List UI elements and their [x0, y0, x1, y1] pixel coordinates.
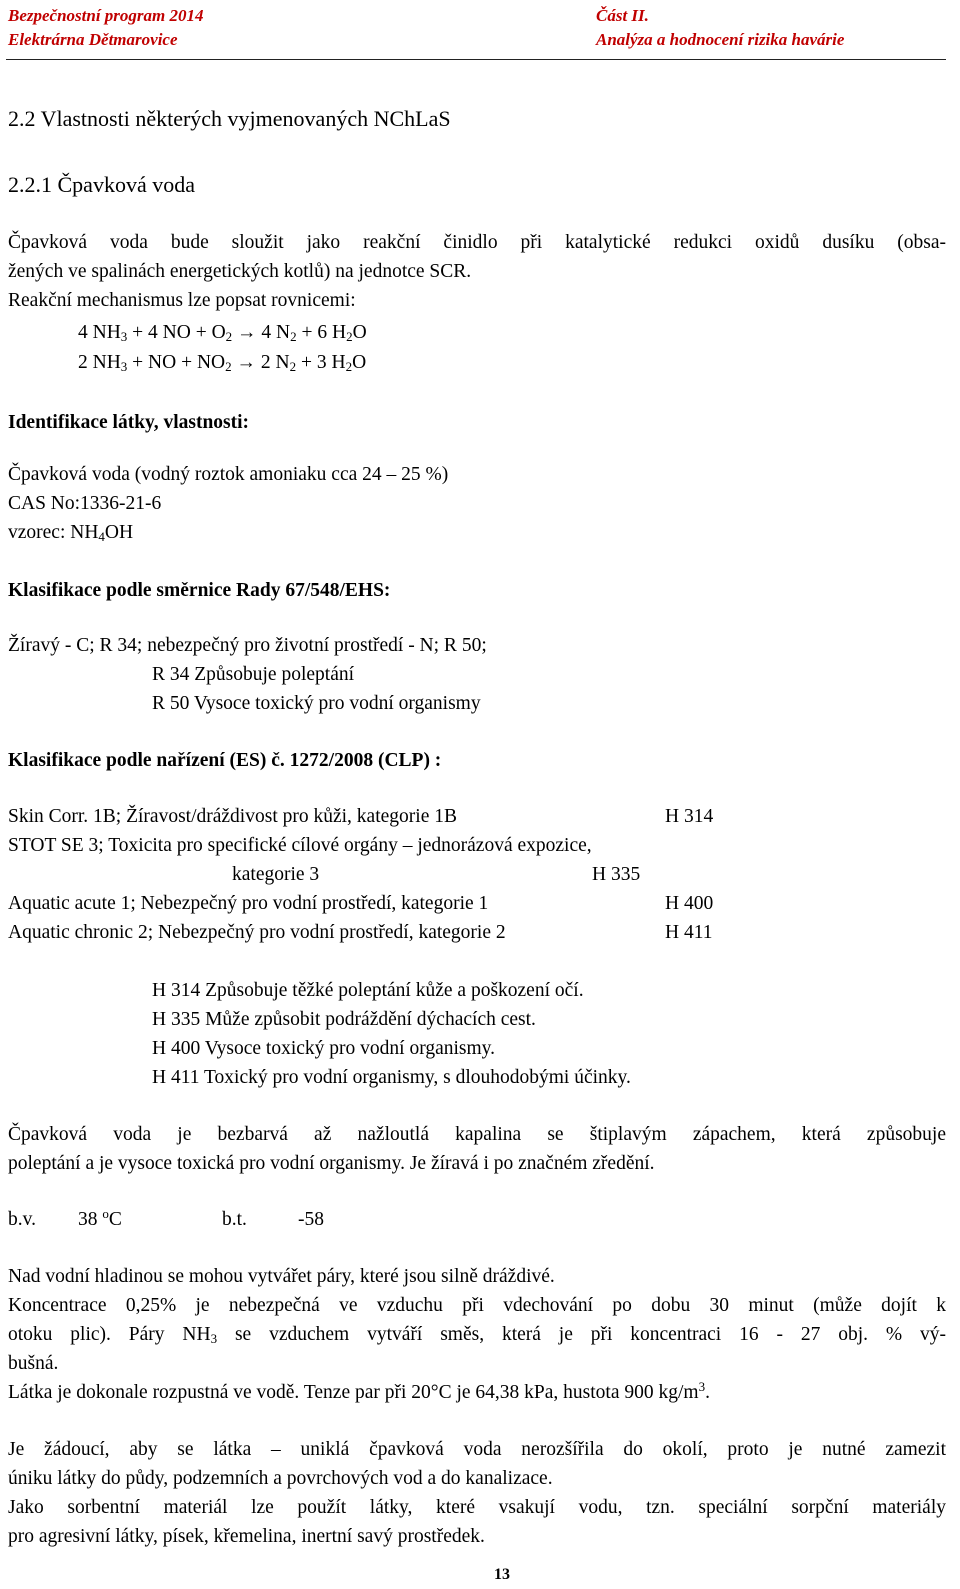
- clp-row-text: STOT SE 3; Toxicita pro specifické cílové orgány – jednorázová expozice,: [8, 835, 592, 856]
- cas-number: CAS No:1336-21-6: [8, 493, 162, 514]
- r34-phrase: R 34 Způsobuje poleptání: [152, 664, 355, 685]
- equation-1: 4 $NH_3 + 4$ NO + $O_2 \to 4$ $N_2 + 6$ $H_2O$: [78, 322, 367, 344]
- h-statement: H 411 Toxický pro vodní organismy, s dlouhodobými účinky.: [152, 1067, 631, 1088]
- header-right: [596, 4, 844, 52]
- containment-line-1: Je žádoucí, aby se látka – uniklá čpavková voda nerozšířila do okolí, proto je nutné zamezit: [8, 1439, 946, 1460]
- h-statement: H 314 Způsobuje těžké poleptání kůže a poškození očí.: [152, 980, 584, 1001]
- melting-point-label: b.t.: [222, 1209, 247, 1230]
- properties-line-4: bušná.: [8, 1353, 59, 1374]
- boiling-point-label: b.v.: [8, 1209, 36, 1230]
- subsection-title: 2.2.1 Čpavková voda: [8, 172, 195, 197]
- equation-2: 2 $NH_3$ + NO + $NO_2 \to 2$ $N_2 + 3$ $H_2O$: [78, 352, 367, 374]
- header-plant-name: Elektrárna Dětmarovice: [8, 30, 178, 49]
- containment-line-4: pro agresivní látky, písek, křemelina, inertní savý prostředek.: [8, 1526, 485, 1547]
- r50-phrase: R 50 Vysoce toxický pro vodní organismy: [152, 693, 481, 714]
- clp-row-text: Skin Corr. 1B; Žíravost/dráždivost pro kůži, kategorie 1B: [8, 806, 457, 827]
- clp-row-text: Aquatic chronic 2; Nebezpečný pro vodní prostředí, kategorie 2: [8, 922, 506, 943]
- section-title: 2.2 Vlastnosti některých vyjmenovaných NChLaS: [8, 106, 451, 131]
- substance-name: Čpavková voda (vodný roztok amoniaku cca 24 – 25 %): [8, 464, 449, 485]
- header-program-title: Bezpečnostní program 2014: [8, 6, 204, 25]
- properties-line-2: Koncentrace 0,25% je nebezpečná ve vzduchu při vdechování po dobu 30 minut (může dojít k: [8, 1295, 946, 1316]
- clp-row-text: Aquatic acute 1; Nebezpečný pro vodní prostředí, kategorie 1: [8, 893, 489, 914]
- identification-heading: Identifikace látky, vlastnosti:: [8, 412, 250, 433]
- eec-classification-heading: Klasifikace podle směrnice Rady 67/548/EHS:: [8, 580, 391, 601]
- clp-row-code: H 400: [665, 893, 714, 914]
- page-number: 13: [494, 1566, 510, 1583]
- intro-line-3: Reakční mechanismus lze popsat rovnicemi:: [8, 290, 356, 311]
- containment-line-2: úniku látky do půdy, podzemních a povrchových vod a do kanalizace.: [8, 1468, 553, 1489]
- chemical-formula: vzorec: $NH_4OH$: [8, 522, 134, 544]
- header-left: [8, 4, 204, 52]
- header-part-title: Analýza a hodnocení rizika havárie: [596, 30, 845, 49]
- clp-row-code: H 411: [665, 922, 713, 943]
- intro-line-1: Čpavková voda bude sloužit jako reakční činidlo při katalytické redukci oxidů dusíku (obsa-: [8, 232, 946, 253]
- properties-line-1: Nad vodní hladinou se mohou vytvářet páry, které jsou silně dráždivé.: [8, 1266, 555, 1287]
- clp-row-code: H 335: [592, 864, 641, 885]
- header-part: Část II.: [596, 6, 649, 25]
- clp-row-code: H 314: [665, 806, 714, 827]
- header-divider: [6, 59, 946, 60]
- clp-row-text: kategorie 3: [232, 864, 320, 885]
- h-statement: H 400 Vysoce toxický pro vodní organismy.: [152, 1038, 496, 1059]
- properties-line-5: Látka je dokonale rozpustná ve vodě. Tenze par při 20°C je 64,38 kPa, hustota 900 $kg/m^3$.: [8, 1379, 710, 1403]
- intro-line-2: žených ve spalinách energetických kotlů) na jednotce SCR.: [8, 261, 472, 282]
- clp-classification-heading: Klasifikace podle nařízení (ES) č. 1272/2008 (CLP) :: [8, 750, 442, 771]
- boiling-point-value: 38 $^o$C: [78, 1206, 122, 1230]
- melting-point-value: -58: [298, 1209, 324, 1230]
- description-line-1: Čpavková voda je bezbarvá až nažloutlá kapalina se štiplavým zápachem, která způsobuje: [8, 1124, 946, 1145]
- eec-classification-line: Žíravý - C; R 34; nebezpečný pro životní prostředí - N; R 50;: [8, 635, 487, 656]
- containment-line-3: Jako sorbentní materiál lze použít látky, které vsakují vodu, tzn. speciální sorpční materiály: [8, 1497, 946, 1518]
- description-line-2: poleptání a je vysoce toxická pro vodní organismy. Je žíravá i po značném zředění.: [8, 1153, 655, 1174]
- h-statement: H 335 Může způsobit podráždění dýchacích cest.: [152, 1009, 536, 1030]
- properties-line-3: otoku plic). Páry $NH_3$ se vzduchem vytváří směs, která je při koncentraci 16 - 27 obj. % vý-: [8, 1324, 947, 1346]
